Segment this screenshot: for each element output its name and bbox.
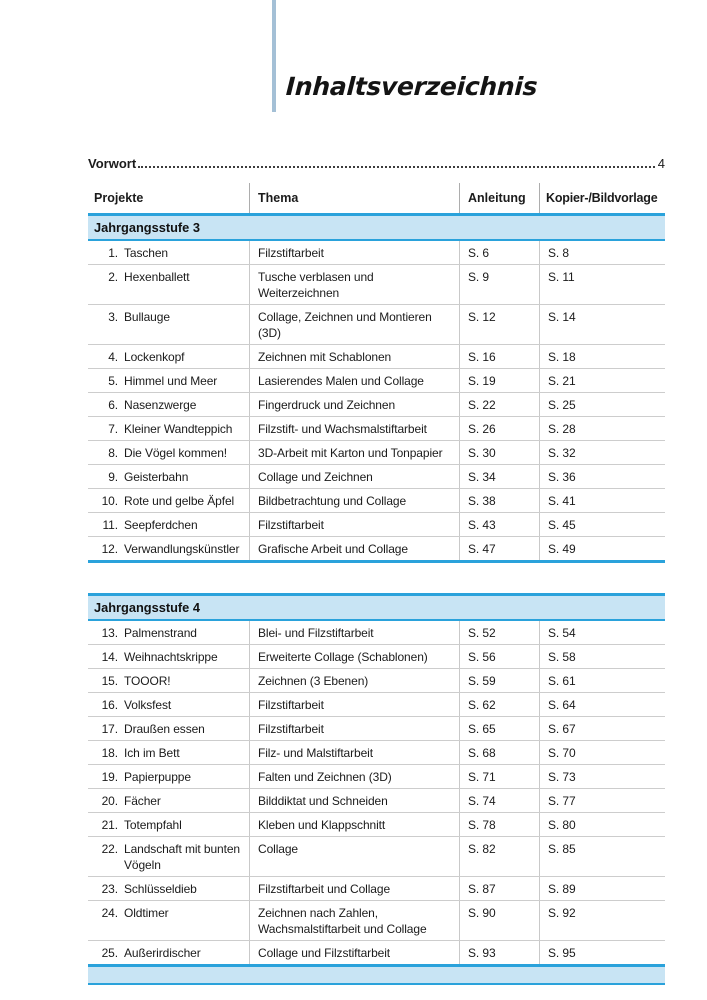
project-name: Papierpuppe xyxy=(124,770,191,784)
project-cell xyxy=(88,265,250,304)
project-name: Verwandlungskünstler xyxy=(124,542,240,556)
project-name: Bullauge xyxy=(124,310,170,324)
project-cell xyxy=(88,941,250,964)
table-row xyxy=(88,465,665,489)
project-number: 13. xyxy=(101,626,118,640)
project-number: 4. xyxy=(108,350,118,364)
dotted-leader xyxy=(138,166,655,168)
table-row xyxy=(88,241,665,265)
project-number: 22. xyxy=(101,842,118,856)
table-row xyxy=(88,513,665,537)
project-cell xyxy=(88,369,250,392)
anleitung-page-cell: S. 43 xyxy=(460,513,540,536)
project-name: Volksfest xyxy=(124,698,172,712)
vorlage-page-cell: S. 73 xyxy=(548,770,576,784)
project-name: Taschen xyxy=(124,246,168,260)
anleitung-page-cell: S. 90 xyxy=(460,901,540,940)
vorlage-page-cell: S. 92 xyxy=(548,906,576,920)
toc-table xyxy=(88,213,665,967)
project-number: 18. xyxy=(101,746,118,760)
project-name: Weihnachtskrippe xyxy=(124,650,218,664)
project-cell xyxy=(88,837,250,876)
next-section-band xyxy=(88,964,665,985)
project-number: 14. xyxy=(101,650,118,664)
preface-row xyxy=(88,156,665,171)
project-name: Totempfahl xyxy=(124,818,182,832)
project-name: Rote und gelbe Äpfel xyxy=(124,494,235,508)
project-number: 2. xyxy=(108,270,118,284)
project-cell xyxy=(88,621,250,644)
theme-cell: Collage xyxy=(250,837,460,876)
project-number: 24. xyxy=(101,906,118,920)
project-name: Hexenballett xyxy=(124,270,190,284)
project-name: Draußen essen xyxy=(124,722,205,736)
vorlage-page-cell: S. 95 xyxy=(548,946,576,960)
column-header-vorlage: Kopier-/Bildvorlage xyxy=(546,191,658,205)
project-cell xyxy=(88,901,250,940)
section-header xyxy=(88,593,665,621)
table-row xyxy=(88,305,665,345)
project-cell xyxy=(88,441,250,464)
anleitung-page-cell: S. 19 xyxy=(460,369,540,392)
table-row xyxy=(88,789,665,813)
table-row xyxy=(88,765,665,789)
vorlage-page-cell: S. 41 xyxy=(548,494,576,508)
anleitung-page-cell: S. 16 xyxy=(460,345,540,368)
theme-cell: 3D-Arbeit mit Karton und Tonpapier xyxy=(250,441,460,464)
table-row xyxy=(88,877,665,901)
project-name: Palmenstrand xyxy=(124,626,197,640)
anleitung-page-cell: S. 9 xyxy=(460,265,540,304)
theme-cell: Filzstiftarbeit und Collage xyxy=(250,877,460,900)
vorlage-page-cell: S. 28 xyxy=(548,422,576,436)
project-name: Schlüsseldieb xyxy=(124,882,197,896)
project-cell xyxy=(88,393,250,416)
vorlage-page-cell: S. 85 xyxy=(548,842,576,856)
table-row xyxy=(88,669,665,693)
theme-cell: Fingerdruck und Zeichnen xyxy=(250,393,460,416)
section-header xyxy=(88,213,665,241)
vorlage-page-cell: S. 11 xyxy=(548,270,575,284)
theme-cell: Bilddiktat und Schneiden xyxy=(250,789,460,812)
project-cell xyxy=(88,305,250,344)
project-cell xyxy=(88,241,250,264)
theme-cell: Filzstiftarbeit xyxy=(250,513,460,536)
table-row xyxy=(88,741,665,765)
anleitung-page-cell: S. 87 xyxy=(460,877,540,900)
vorlage-page-cell: S. 70 xyxy=(548,746,576,760)
anleitung-page-cell: S. 59 xyxy=(460,669,540,692)
theme-cell: Filzstiftarbeit xyxy=(250,717,460,740)
vorlage-page-cell: S. 61 xyxy=(548,674,576,688)
vorlage-page-cell: S. 49 xyxy=(548,542,576,556)
project-number: 20. xyxy=(101,794,118,808)
vorlage-page-cell: S. 14 xyxy=(548,310,576,324)
toc-section xyxy=(88,593,665,967)
vorlage-page-cell: S. 89 xyxy=(548,882,576,896)
project-cell xyxy=(88,417,250,440)
theme-cell: Filzstiftarbeit xyxy=(250,241,460,264)
theme-cell: Kleben und Klappschnitt xyxy=(250,813,460,836)
vorlage-page-cell: S. 18 xyxy=(548,350,576,364)
table-row xyxy=(88,901,665,941)
preface-page-number: 4 xyxy=(657,156,665,171)
project-cell xyxy=(88,741,250,764)
vorlage-page-cell: S. 67 xyxy=(548,722,576,736)
project-cell xyxy=(88,537,250,560)
project-cell xyxy=(88,489,250,512)
table-row xyxy=(88,369,665,393)
project-cell xyxy=(88,789,250,812)
project-number: 6. xyxy=(108,398,118,412)
project-name: Die Vögel kommen! xyxy=(124,446,228,460)
project-cell xyxy=(88,465,250,488)
vorlage-page-cell: S. 64 xyxy=(548,698,576,712)
vorlage-page-cell: S. 36 xyxy=(548,470,576,484)
project-number: 11. xyxy=(102,518,118,532)
project-number: 8. xyxy=(108,446,118,460)
theme-cell: Bildbetrachtung und Collage xyxy=(250,489,460,512)
theme-cell: Falten und Zeichnen (3D) xyxy=(250,765,460,788)
anleitung-page-cell: S. 26 xyxy=(460,417,540,440)
anleitung-page-cell: S. 22 xyxy=(460,393,540,416)
anleitung-page-cell: S. 71 xyxy=(460,765,540,788)
section-body xyxy=(88,621,665,964)
project-cell xyxy=(88,645,250,668)
project-cell xyxy=(88,813,250,836)
project-cell xyxy=(88,693,250,716)
project-number: 10. xyxy=(101,494,118,508)
project-number: 23. xyxy=(101,882,118,896)
vorlage-page-cell: S. 80 xyxy=(548,818,576,832)
table-row xyxy=(88,621,665,645)
project-name: TOOOR! xyxy=(124,674,171,688)
vorlage-page-cell: S. 8 xyxy=(548,246,569,260)
theme-cell: Blei- und Filzstiftarbeit xyxy=(250,621,460,644)
project-number: 16. xyxy=(101,698,118,712)
table-row xyxy=(88,813,665,837)
anleitung-page-cell: S. 38 xyxy=(460,489,540,512)
anleitung-page-cell: S. 93 xyxy=(460,941,540,964)
theme-cell: Filzstift- und Wachsmalstiftarbeit xyxy=(250,417,460,440)
column-header-anleitung: Anleitung xyxy=(460,183,540,213)
project-name: Landschaft mit bunten Vögeln xyxy=(124,842,240,872)
column-header-projekte: Projekte xyxy=(88,183,250,213)
vorlage-page-cell: S. 25 xyxy=(548,398,576,412)
project-name: Kleiner Wandteppich xyxy=(124,422,233,436)
anleitung-page-cell: S. 82 xyxy=(460,837,540,876)
project-number: 1. xyxy=(108,246,118,260)
vorlage-page-cell: S. 21 xyxy=(548,374,576,388)
theme-cell: Lasierendes Malen und Collage xyxy=(250,369,460,392)
project-name: Oldtimer xyxy=(124,906,169,920)
anleitung-page-cell: S. 30 xyxy=(460,441,540,464)
anleitung-page-cell: S. 56 xyxy=(460,645,540,668)
preface-label: Vorwort xyxy=(88,156,137,171)
toc-section xyxy=(88,213,665,563)
project-number: 12. xyxy=(101,542,118,556)
theme-cell: Collage, Zeichnen und Montieren (3D) xyxy=(250,305,460,344)
project-number: 21. xyxy=(101,818,118,832)
anleitung-page-cell: S. 65 xyxy=(460,717,540,740)
section-title: Jahrgangsstufe 3 xyxy=(94,220,200,235)
project-name: Ich im Bett xyxy=(124,746,180,760)
table-row xyxy=(88,717,665,741)
project-cell xyxy=(88,717,250,740)
theme-cell: Zeichnen mit Schablonen xyxy=(250,345,460,368)
table-row xyxy=(88,441,665,465)
project-name: Nasenzwerge xyxy=(124,398,197,412)
project-name: Lockenkopf xyxy=(124,350,185,364)
theme-cell: Zeichnen nach Zahlen, Wachsmalstiftarbeit und Collage xyxy=(250,901,460,940)
project-cell xyxy=(88,513,250,536)
theme-cell: Grafische Arbeit und Collage xyxy=(250,537,460,560)
table-row xyxy=(88,941,665,964)
vorlage-page-cell: S. 54 xyxy=(548,626,576,640)
anleitung-page-cell: S. 47 xyxy=(460,537,540,560)
project-name: Himmel und Meer xyxy=(124,374,218,388)
theme-cell: Collage und Filzstiftarbeit xyxy=(250,941,460,964)
column-header-thema: Thema xyxy=(250,183,460,213)
table-row xyxy=(88,837,665,877)
project-number: 5. xyxy=(108,374,118,388)
project-cell xyxy=(88,669,250,692)
project-number: 15. xyxy=(101,674,118,688)
toc-content xyxy=(88,156,665,967)
vorlage-page-cell: S. 58 xyxy=(548,650,576,664)
vorlage-page-cell: S. 32 xyxy=(548,446,576,460)
theme-cell: Tusche verblasen und Weiterzeichnen xyxy=(250,265,460,304)
theme-cell: Erweiterte Collage (Schablonen) xyxy=(250,645,460,668)
anleitung-page-cell: S. 52 xyxy=(460,621,540,644)
vorlage-page-cell: S. 77 xyxy=(548,794,576,808)
project-cell xyxy=(88,877,250,900)
anleitung-page-cell: S. 62 xyxy=(460,693,540,716)
project-name: Geisterbahn xyxy=(124,470,189,484)
project-name: Fächer xyxy=(124,794,161,808)
theme-cell: Filz- und Malstiftarbeit xyxy=(250,741,460,764)
title-accent-bar xyxy=(272,0,276,112)
project-number: 9. xyxy=(108,470,118,484)
anleitung-page-cell: S. 34 xyxy=(460,465,540,488)
section-title: Jahrgangsstufe 4 xyxy=(94,600,200,615)
theme-cell: Collage und Zeichnen xyxy=(250,465,460,488)
anleitung-page-cell: S. 12 xyxy=(460,305,540,344)
anleitung-page-cell: S. 74 xyxy=(460,789,540,812)
project-name: Außerirdischer xyxy=(124,946,201,960)
table-row xyxy=(88,645,665,669)
theme-cell: Filzstiftarbeit xyxy=(250,693,460,716)
table-row xyxy=(88,537,665,560)
project-number: 17. xyxy=(101,722,118,736)
project-number: 7. xyxy=(108,422,118,436)
table-header-row xyxy=(88,183,665,213)
anleitung-page-cell: S. 68 xyxy=(460,741,540,764)
section-body xyxy=(88,241,665,560)
vorlage-page-cell: S. 45 xyxy=(548,518,576,532)
project-cell xyxy=(88,345,250,368)
page-title: Inhaltsverzeichnis xyxy=(285,72,539,101)
anleitung-page-cell: S. 6 xyxy=(460,241,540,264)
project-number: 25. xyxy=(101,946,118,960)
table-row xyxy=(88,265,665,305)
project-number: 19. xyxy=(101,770,118,784)
table-row xyxy=(88,345,665,369)
table-row xyxy=(88,693,665,717)
table-row xyxy=(88,417,665,441)
project-name: Seepferdchen xyxy=(124,518,198,532)
project-cell xyxy=(88,765,250,788)
theme-cell: Zeichnen (3 Ebenen) xyxy=(250,669,460,692)
table-row xyxy=(88,393,665,417)
project-number: 3. xyxy=(108,310,118,324)
table-row xyxy=(88,489,665,513)
anleitung-page-cell: S. 78 xyxy=(460,813,540,836)
